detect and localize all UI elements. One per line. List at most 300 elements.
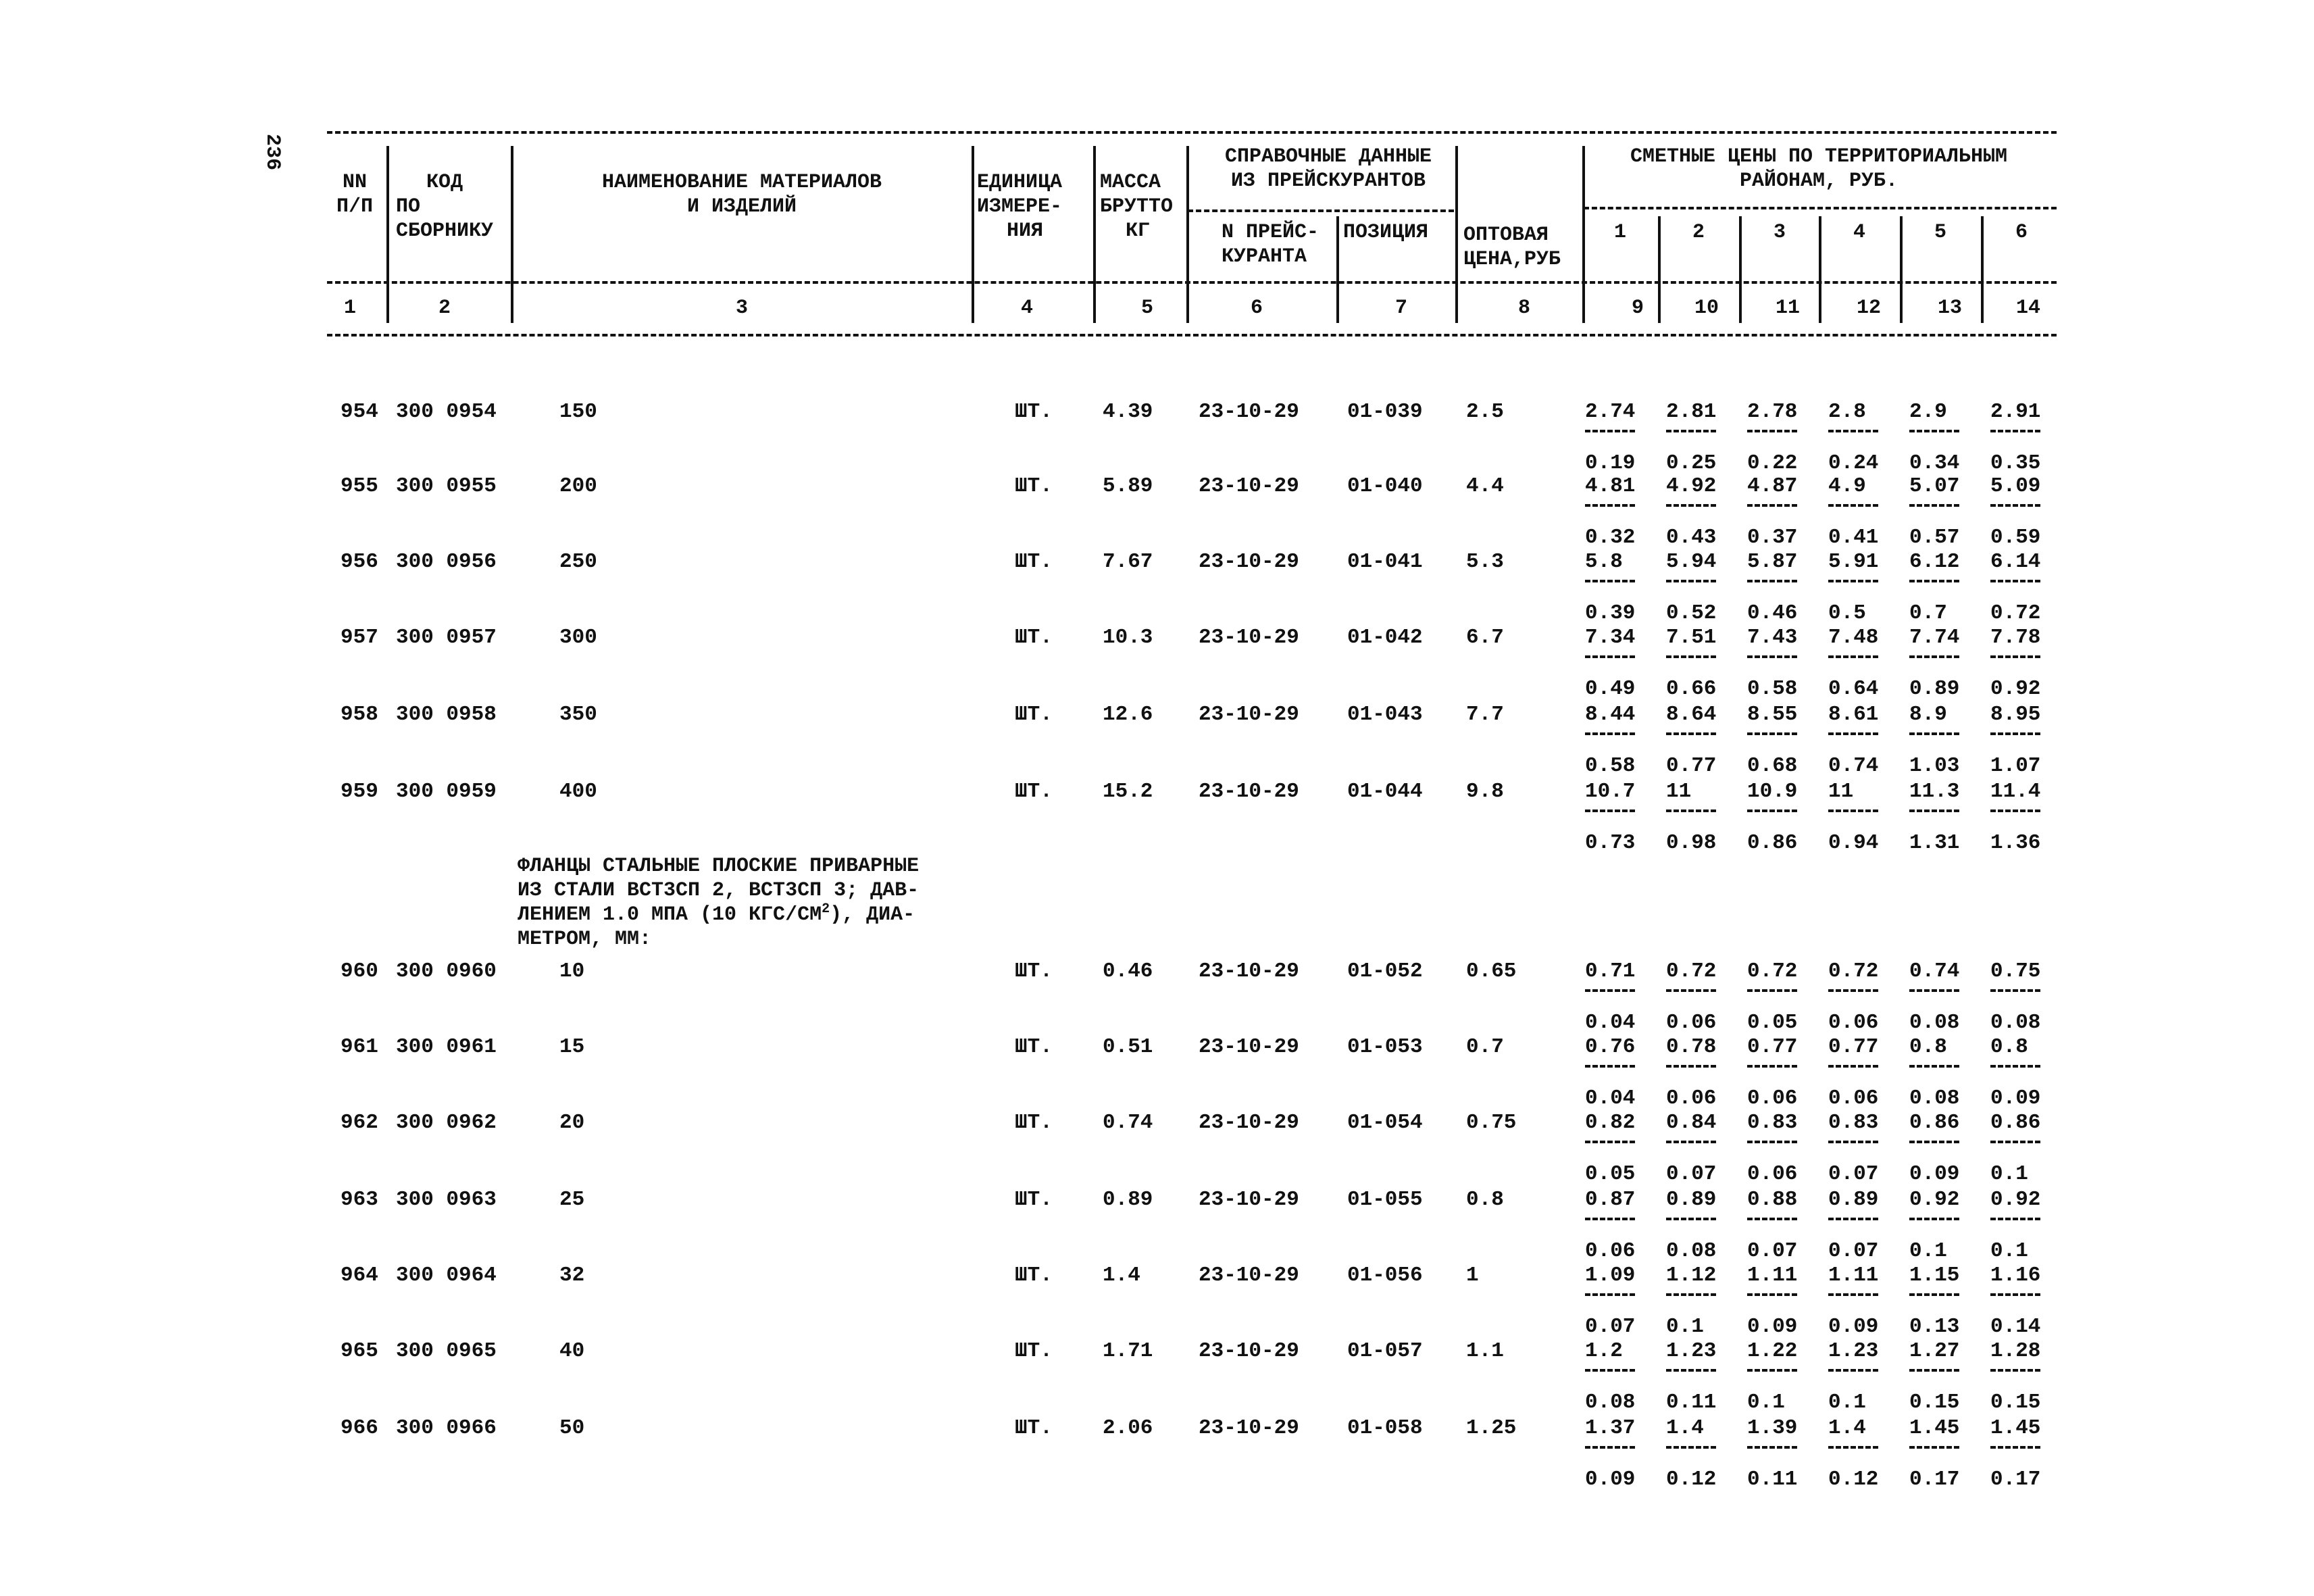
fraction-rule xyxy=(1909,732,1959,735)
fraction-rule xyxy=(1909,1293,1959,1296)
row-region-subvalue: 0.49 xyxy=(1585,677,1636,701)
row-unit: ШТ. xyxy=(1015,1416,1053,1440)
row-region-subvalue: 0.08 xyxy=(1909,1087,1960,1110)
row-wholesale: 0.8 xyxy=(1466,1188,1504,1212)
row-name: 200 xyxy=(559,474,597,498)
row-region-subvalue: 0.08 xyxy=(1990,1011,2041,1034)
row-region-subvalue: 0.98 xyxy=(1666,831,1717,855)
row-region-price: 2.9 xyxy=(1909,400,1947,424)
fraction-rule xyxy=(1585,430,1635,432)
column-number: 2 xyxy=(438,297,451,320)
row-mass: 10.3 xyxy=(1103,626,1153,649)
fraction-rule xyxy=(1828,732,1878,735)
row-position: 01-044 xyxy=(1347,780,1423,803)
row-region-subvalue: 0.58 xyxy=(1747,677,1798,701)
row-region-price: 10.7 xyxy=(1585,780,1636,803)
column-number: 1 xyxy=(343,297,357,320)
row-region-price: 0.74 xyxy=(1909,959,1960,983)
row-code: 300 0957 xyxy=(396,626,497,649)
row-number: 955 xyxy=(341,474,378,498)
region-number: 5 xyxy=(1934,221,1947,244)
fraction-rule xyxy=(1828,1446,1878,1449)
fraction-rule xyxy=(1747,732,1797,735)
row-name: 150 xyxy=(559,400,597,424)
row-number: 960 xyxy=(341,959,378,983)
fraction-rule xyxy=(1666,430,1716,432)
row-region-price: 5.8 xyxy=(1585,550,1623,574)
fraction-rule xyxy=(1666,1065,1716,1068)
row-wholesale: 2.5 xyxy=(1466,400,1504,424)
row-region-subvalue: 0.25 xyxy=(1666,451,1717,475)
row-mass: 0.89 xyxy=(1103,1188,1153,1212)
row-region-price: 7.43 xyxy=(1747,626,1798,649)
row-region-price: 1.11 xyxy=(1747,1264,1798,1287)
fraction-rule xyxy=(1990,430,2040,432)
row-region-subvalue: 0.08 xyxy=(1909,1011,1960,1034)
row-region-subvalue: 0.1 xyxy=(1990,1162,2028,1186)
row-region-price: 2.74 xyxy=(1585,400,1636,424)
row-name: 250 xyxy=(559,550,597,574)
page-number: 236 xyxy=(261,134,284,171)
row-wholesale: 1.25 xyxy=(1466,1416,1517,1440)
fraction-rule xyxy=(1747,655,1797,658)
fraction-rule xyxy=(1666,1293,1716,1296)
row-region-subvalue: 1.36 xyxy=(1990,831,2041,855)
row-region-price: 5.09 xyxy=(1990,474,2041,498)
row-region-subvalue: 0.7 xyxy=(1909,601,1947,625)
row-region-price: 8.61 xyxy=(1828,703,1879,726)
row-price-list: 23-10-29 xyxy=(1199,550,1299,574)
row-mass: 0.74 xyxy=(1103,1111,1153,1134)
row-region-price: 1.45 xyxy=(1909,1416,1960,1440)
row-region-subvalue: 0.15 xyxy=(1909,1391,1960,1414)
row-code: 300 0954 xyxy=(396,400,497,424)
fraction-rule xyxy=(1990,504,2040,507)
header-separator xyxy=(1739,216,1742,323)
row-region-price: 8.95 xyxy=(1990,703,2041,726)
fraction-rule xyxy=(1666,580,1716,582)
fraction-rule xyxy=(1585,655,1635,658)
row-region-price: 0.88 xyxy=(1747,1188,1798,1212)
row-code: 300 0960 xyxy=(396,959,497,983)
row-region-subvalue: 0.74 xyxy=(1828,754,1879,778)
row-name: 15 xyxy=(559,1035,585,1059)
fraction-rule xyxy=(1990,1141,2040,1143)
fraction-rule xyxy=(1909,1141,1959,1143)
fraction-rule xyxy=(1585,809,1635,812)
fraction-rule xyxy=(1990,732,2040,735)
row-region-subvalue: 0.43 xyxy=(1666,526,1717,549)
row-region-subvalue: 0.13 xyxy=(1909,1315,1960,1339)
row-region-subvalue: 0.86 xyxy=(1747,831,1798,855)
header-separator xyxy=(1900,216,1903,323)
row-region-price: 11 xyxy=(1828,780,1854,803)
row-unit: ШТ. xyxy=(1015,780,1053,803)
row-name: 20 xyxy=(559,1111,585,1134)
row-name: 300 xyxy=(559,626,597,649)
row-region-price: 11 xyxy=(1666,780,1692,803)
row-region-price: 0.86 xyxy=(1909,1111,1960,1134)
fraction-rule xyxy=(1990,809,2040,812)
fraction-rule xyxy=(1666,809,1716,812)
row-region-subvalue: 0.32 xyxy=(1585,526,1636,549)
header-top-rule xyxy=(327,131,2057,134)
row-region-price: 1.4 xyxy=(1666,1416,1704,1440)
row-region-subvalue: 0.06 xyxy=(1828,1087,1879,1110)
row-mass: 2.06 xyxy=(1103,1416,1153,1440)
row-name: 32 xyxy=(559,1264,585,1287)
row-region-price: 0.8 xyxy=(1909,1035,1947,1059)
row-region-subvalue: 0.05 xyxy=(1747,1011,1798,1034)
fraction-rule xyxy=(1990,1065,2040,1068)
fraction-rule xyxy=(1747,1293,1797,1296)
row-region-price: 0.86 xyxy=(1990,1111,2041,1134)
row-position: 01-042 xyxy=(1347,626,1423,649)
row-region-price: 0.77 xyxy=(1828,1035,1879,1059)
row-number: 959 xyxy=(341,780,378,803)
row-unit: ШТ. xyxy=(1015,1339,1053,1363)
fraction-rule xyxy=(1909,504,1959,507)
header-separator xyxy=(1455,146,1458,323)
row-number: 958 xyxy=(341,703,378,726)
row-region-subvalue: 0.09 xyxy=(1747,1315,1798,1339)
row-region-price: 7.48 xyxy=(1828,626,1879,649)
row-region-subvalue: 0.14 xyxy=(1990,1315,2041,1339)
section-heading: ФЛАНЦЫ СТАЛЬНЫЕ ПЛОСКИЕ ПРИВАРНЫЕ ИЗ СТАЛИ ВСТ3СП 2, ВСТ3СП 3; ДАВ- ЛЕНИЕМ 1.0 МПА (10 КГС/$СМ^2$), ДИА- МЕТРОМ, ММ: xyxy=(518,855,920,951)
fraction-rule xyxy=(1990,580,2040,582)
row-unit: ШТ. xyxy=(1015,1264,1053,1287)
fraction-rule xyxy=(1909,989,1959,992)
row-region-subvalue: 0.07 xyxy=(1747,1239,1798,1263)
row-price-list: 23-10-29 xyxy=(1199,1339,1299,1363)
row-region-subvalue: 0.5 xyxy=(1828,601,1866,625)
row-region-subvalue: 0.04 xyxy=(1585,1087,1636,1110)
row-region-subvalue: 0.24 xyxy=(1828,451,1879,475)
row-price-list: 23-10-29 xyxy=(1199,959,1299,983)
row-region-subvalue: 0.94 xyxy=(1828,831,1879,855)
row-region-price: 5.91 xyxy=(1828,550,1879,574)
header-separator xyxy=(1981,216,1984,323)
fraction-rule xyxy=(1828,809,1878,812)
fraction-rule xyxy=(1828,1369,1878,1372)
row-region-price: 0.76 xyxy=(1585,1035,1636,1059)
fraction-rule xyxy=(1666,1141,1716,1143)
fraction-rule xyxy=(1747,430,1797,432)
row-wholesale: 0.65 xyxy=(1466,959,1517,983)
column-number: 11 xyxy=(1775,297,1801,320)
fraction-rule xyxy=(1747,809,1797,812)
row-code: 300 0966 xyxy=(396,1416,497,1440)
fraction-rule xyxy=(1585,580,1635,582)
row-region-price: 1.22 xyxy=(1747,1339,1798,1363)
row-unit: ШТ. xyxy=(1015,959,1053,983)
row-region-subvalue: 0.06 xyxy=(1666,1087,1717,1110)
row-region-price: 2.8 xyxy=(1828,400,1866,424)
row-region-subvalue: 0.19 xyxy=(1585,451,1636,475)
row-number: 965 xyxy=(341,1339,378,1363)
fraction-rule xyxy=(1747,580,1797,582)
row-code: 300 0965 xyxy=(396,1339,497,1363)
row-region-price: 7.34 xyxy=(1585,626,1636,649)
row-code: 300 0955 xyxy=(396,474,497,498)
row-region-price: 0.87 xyxy=(1585,1188,1636,1212)
fraction-rule xyxy=(1990,1369,2040,1372)
header-separator xyxy=(1093,146,1096,323)
region-number: 3 xyxy=(1773,221,1786,244)
header-mid-rule xyxy=(327,281,2057,284)
row-region-price: 1.11 xyxy=(1828,1264,1879,1287)
row-number: 961 xyxy=(341,1035,378,1059)
fraction-rule xyxy=(1585,1369,1635,1372)
header-separator xyxy=(1819,216,1821,323)
row-code: 300 0958 xyxy=(396,703,497,726)
column-number: 12 xyxy=(1856,297,1882,320)
row-code: 300 0956 xyxy=(396,550,497,574)
row-region-subvalue: 1.31 xyxy=(1909,831,1960,855)
row-mass: 5.89 xyxy=(1103,474,1153,498)
fraction-rule xyxy=(1666,1218,1716,1220)
row-region-subvalue: 0.1 xyxy=(1990,1239,2028,1263)
row-position: 01-057 xyxy=(1347,1339,1423,1363)
row-wholesale: 1.1 xyxy=(1466,1339,1504,1363)
row-region-subvalue: 0.06 xyxy=(1828,1011,1879,1034)
row-region-subvalue: 0.72 xyxy=(1990,601,2041,625)
region-number: 4 xyxy=(1853,221,1866,244)
row-region-price: 0.83 xyxy=(1828,1111,1879,1134)
region-number: 1 xyxy=(1613,221,1627,244)
header-separator xyxy=(511,146,513,323)
row-code: 300 0962 xyxy=(396,1111,497,1134)
column-number: 13 xyxy=(1937,297,1963,320)
row-region-price: 1.09 xyxy=(1585,1264,1636,1287)
row-region-price: 5.94 xyxy=(1666,550,1717,574)
row-region-subvalue: 0.17 xyxy=(1990,1468,2041,1491)
row-region-subvalue: 0.39 xyxy=(1585,601,1636,625)
row-region-price: 2.91 xyxy=(1990,400,2041,424)
fraction-rule xyxy=(1828,1141,1878,1143)
fraction-rule xyxy=(1747,1369,1797,1372)
row-name: 50 xyxy=(559,1416,585,1440)
row-region-price: 1.39 xyxy=(1747,1416,1798,1440)
header-mass: МАССА БРУТТО КГ xyxy=(1100,171,1174,243)
header-separator xyxy=(1658,216,1661,323)
row-region-subvalue: 0.59 xyxy=(1990,526,2041,549)
column-number: 14 xyxy=(2015,297,2041,320)
row-region-price: 1.27 xyxy=(1909,1339,1960,1363)
row-price-list: 23-10-29 xyxy=(1199,1188,1299,1212)
fraction-rule xyxy=(1747,504,1797,507)
fraction-rule xyxy=(1828,580,1878,582)
fraction-rule xyxy=(1585,504,1635,507)
row-price-list: 23-10-29 xyxy=(1199,703,1299,726)
row-region-subvalue: 0.73 xyxy=(1585,831,1636,855)
row-name: 25 xyxy=(559,1188,585,1212)
row-region-price: 6.12 xyxy=(1909,550,1960,574)
row-region-subvalue: 0.41 xyxy=(1828,526,1879,549)
header-wholesale: ОПТОВАЯ ЦЕНА,РУБ xyxy=(1463,224,1561,271)
row-region-price: 0.8 xyxy=(1990,1035,2028,1059)
row-region-price: 1.45 xyxy=(1990,1416,2041,1440)
region-number: 2 xyxy=(1692,221,1705,244)
fraction-rule xyxy=(1666,1369,1716,1372)
row-name: 40 xyxy=(559,1339,585,1363)
fraction-rule xyxy=(1990,989,2040,992)
fraction-rule xyxy=(1585,1293,1635,1296)
row-region-price: 5.87 xyxy=(1747,550,1798,574)
row-region-subvalue: 0.08 xyxy=(1666,1239,1717,1263)
row-region-subvalue: 0.07 xyxy=(1585,1315,1636,1339)
row-region-price: 10.9 xyxy=(1747,780,1798,803)
fraction-rule xyxy=(1585,1218,1635,1220)
row-region-subvalue: 0.15 xyxy=(1990,1391,2041,1414)
header-separator xyxy=(1336,216,1339,323)
row-mass: 0.51 xyxy=(1103,1035,1153,1059)
row-wholesale: 4.4 xyxy=(1466,474,1504,498)
row-region-subvalue: 0.35 xyxy=(1990,451,2041,475)
header-separator xyxy=(972,146,974,323)
row-region-subvalue: 0.57 xyxy=(1909,526,1960,549)
row-region-subvalue: 0.58 xyxy=(1585,754,1636,778)
row-wholesale: 0.75 xyxy=(1466,1111,1517,1134)
row-region-price: 11.3 xyxy=(1909,780,1960,803)
row-region-price: 8.44 xyxy=(1585,703,1636,726)
column-number: 4 xyxy=(1020,297,1034,320)
row-unit: ШТ. xyxy=(1015,1035,1053,1059)
row-position: 01-053 xyxy=(1347,1035,1423,1059)
row-region-price: 0.92 xyxy=(1990,1188,2041,1212)
row-region-price: 6.14 xyxy=(1990,550,2041,574)
row-code: 300 0963 xyxy=(396,1188,497,1212)
row-region-price: 2.78 xyxy=(1747,400,1798,424)
row-number: 956 xyxy=(341,550,378,574)
header-price-list: N ПРЕЙС- КУРАНТА xyxy=(1222,221,1319,268)
fraction-rule xyxy=(1828,1293,1878,1296)
row-region-price: 0.89 xyxy=(1828,1188,1879,1212)
row-region-price: 0.84 xyxy=(1666,1111,1717,1134)
column-number: 3 xyxy=(735,297,749,320)
row-number: 966 xyxy=(341,1416,378,1440)
row-wholesale: 9.8 xyxy=(1466,780,1504,803)
row-region-price: 8.9 xyxy=(1909,703,1947,726)
fraction-rule xyxy=(1666,655,1716,658)
row-region-subvalue: 1.03 xyxy=(1909,754,1960,778)
row-name: 400 xyxy=(559,780,597,803)
row-region-subvalue: 0.08 xyxy=(1585,1391,1636,1414)
row-region-price: 1.23 xyxy=(1666,1339,1717,1363)
row-region-subvalue: 0.09 xyxy=(1828,1315,1879,1339)
header-name: НАИМЕНОВАНИЕ МАТЕРИАЛОВ И ИЗДЕЛИЙ xyxy=(601,171,882,218)
row-price-list: 23-10-29 xyxy=(1199,400,1299,424)
row-region-subvalue: 0.1 xyxy=(1909,1239,1947,1263)
row-region-subvalue: 1.07 xyxy=(1990,754,2041,778)
fraction-rule xyxy=(1990,655,2040,658)
row-region-price: 0.77 xyxy=(1747,1035,1798,1059)
row-price-list: 23-10-29 xyxy=(1199,1416,1299,1440)
row-region-price: 1.23 xyxy=(1828,1339,1879,1363)
row-price-list: 23-10-29 xyxy=(1199,780,1299,803)
row-number: 957 xyxy=(341,626,378,649)
row-mass: 15.2 xyxy=(1103,780,1153,803)
row-region-price: 4.87 xyxy=(1747,474,1798,498)
row-mass: 4.39 xyxy=(1103,400,1153,424)
row-region-subvalue: 0.1 xyxy=(1747,1391,1785,1414)
fraction-rule xyxy=(1666,504,1716,507)
row-region-subvalue: 0.07 xyxy=(1828,1162,1879,1186)
row-region-subvalue: 0.52 xyxy=(1666,601,1717,625)
row-region-price: 7.78 xyxy=(1990,626,2041,649)
fraction-rule xyxy=(1666,989,1716,992)
row-region-subvalue: 0.66 xyxy=(1666,677,1717,701)
row-region-subvalue: 0.1 xyxy=(1828,1391,1866,1414)
row-price-list: 23-10-29 xyxy=(1199,1111,1299,1134)
row-region-price: 0.72 xyxy=(1666,959,1717,983)
row-mass: 12.6 xyxy=(1103,703,1153,726)
fraction-rule xyxy=(1747,1446,1797,1449)
fraction-rule xyxy=(1828,1065,1878,1068)
row-region-subvalue: 0.68 xyxy=(1747,754,1798,778)
row-unit: ШТ. xyxy=(1015,626,1053,649)
fraction-rule xyxy=(1909,1369,1959,1372)
header-separator xyxy=(1186,146,1189,323)
fraction-rule xyxy=(1990,1446,2040,1449)
row-position: 01-052 xyxy=(1347,959,1423,983)
row-region-subvalue: 0.1 xyxy=(1666,1315,1704,1339)
header-code: КОД xyxy=(426,171,463,194)
price-group-rule xyxy=(1584,207,2057,209)
header-separator xyxy=(1582,146,1585,323)
region-number: 6 xyxy=(2015,221,2028,244)
row-number: 962 xyxy=(341,1111,378,1134)
row-region-subvalue: 0.09 xyxy=(1585,1468,1636,1491)
row-unit: ШТ. xyxy=(1015,550,1053,574)
row-position: 01-055 xyxy=(1347,1188,1423,1212)
row-region-price: 0.82 xyxy=(1585,1111,1636,1134)
row-region-subvalue: 0.64 xyxy=(1828,677,1879,701)
row-region-price: 8.55 xyxy=(1747,703,1798,726)
fraction-rule xyxy=(1909,430,1959,432)
row-region-price: 0.89 xyxy=(1666,1188,1717,1212)
row-region-subvalue: 0.34 xyxy=(1909,451,1960,475)
row-number: 964 xyxy=(341,1264,378,1287)
column-number: 9 xyxy=(1631,297,1644,320)
row-wholesale: 6.7 xyxy=(1466,626,1504,649)
fraction-rule xyxy=(1909,580,1959,582)
row-region-subvalue: 0.11 xyxy=(1747,1468,1798,1491)
row-code: 300 0961 xyxy=(396,1035,497,1059)
row-region-price: 1.12 xyxy=(1666,1264,1717,1287)
fraction-rule xyxy=(1666,732,1716,735)
row-region-subvalue: 0.06 xyxy=(1747,1087,1798,1110)
header-separator xyxy=(386,146,389,323)
fraction-rule xyxy=(1747,989,1797,992)
row-position: 01-039 xyxy=(1347,400,1423,424)
row-region-price: 1.16 xyxy=(1990,1264,2041,1287)
column-number: 5 xyxy=(1140,297,1154,320)
row-mass: 0.46 xyxy=(1103,959,1153,983)
row-region-price: 1.37 xyxy=(1585,1416,1636,1440)
row-position: 01-041 xyxy=(1347,550,1423,574)
row-mass: 7.67 xyxy=(1103,550,1153,574)
row-region-price: 4.9 xyxy=(1828,474,1866,498)
row-position: 01-056 xyxy=(1347,1264,1423,1287)
row-region-price: 1.2 xyxy=(1585,1339,1623,1363)
row-region-subvalue: 0.06 xyxy=(1666,1011,1717,1034)
fraction-rule xyxy=(1747,1218,1797,1220)
row-number: 963 xyxy=(341,1188,378,1212)
fraction-rule xyxy=(1828,989,1878,992)
row-unit: ШТ. xyxy=(1015,474,1053,498)
row-price-list: 23-10-29 xyxy=(1199,474,1299,498)
